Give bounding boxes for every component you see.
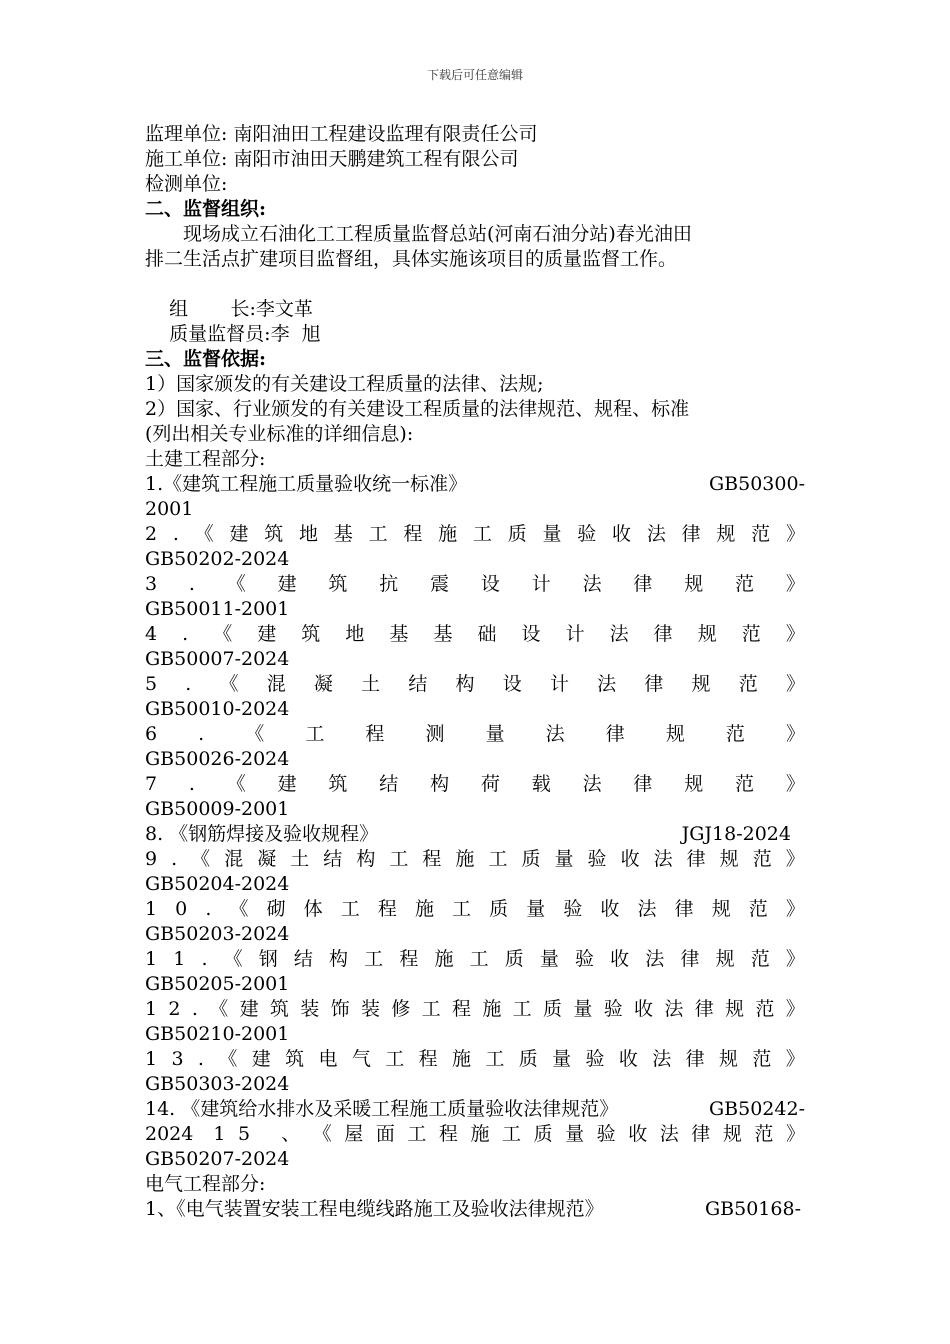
standard-row xyxy=(145,1122,805,1147)
section2-para-line2: 排二生活点扩建项目监督组，具体实施该项目的质量监督工作。 xyxy=(145,248,678,270)
inspector-label: 质量监督员: xyxy=(169,323,271,345)
standard-title: 9 . 《 混 凝 土 结 构 工 程 施 工 质 量 验 收 法 律 规 范 》 xyxy=(145,848,805,870)
standard-title: 1、《电气装置安装工程电缆线路施工及验收法律规范》 xyxy=(145,1198,604,1220)
standard-title: 14. 《建筑给水排水及采暖工程施工质量验收法律规范》 xyxy=(145,1098,619,1120)
construction-unit: 施工单位: 南阳市油田天鹏建筑工程有限公司 xyxy=(145,148,519,170)
leader-name: 李文革 xyxy=(255,298,313,320)
standard-code: GB50010-2024 xyxy=(145,698,290,720)
standard-row xyxy=(145,622,805,647)
civil-heading: 土建工程部分: xyxy=(145,448,266,470)
standard-row xyxy=(145,897,805,922)
standard-row xyxy=(145,472,805,497)
standard-row xyxy=(145,1047,805,1072)
standard-row xyxy=(145,572,805,597)
standard-row xyxy=(145,1197,805,1222)
standard-code: GB50203-2024 xyxy=(145,923,290,945)
standard-title: 2 . 《 建 筑 地 基 工 程 施 工 质 量 验 收 法 律 规 范 》 xyxy=(145,523,805,545)
header-note: 下载后可任意编辑 xyxy=(426,68,523,82)
leader-row xyxy=(145,272,805,320)
standard-title: 6 . 《 工 程 测 量 法 律 规 范 》 xyxy=(145,723,805,745)
standard-row xyxy=(145,947,805,972)
standard-row xyxy=(145,997,805,1022)
standard-code: GB50011-2001 xyxy=(145,598,290,620)
standard-code: GB50168- xyxy=(704,1198,801,1220)
standard-code: GB50205-2001 xyxy=(145,973,290,995)
standard-title: 3 . 《 建 筑 抗 震 设 计 法 律 规 范 》 xyxy=(145,573,805,595)
document-body xyxy=(145,122,805,1222)
standard-title: 1 3 . 《 建 筑 电 气 工 程 施 工 质 量 验 收 法 律 规 范 》 xyxy=(145,1048,805,1070)
electrical-heading: 电气工程部分: xyxy=(145,1173,266,1195)
standard-code: GB50303-2024 xyxy=(145,1073,290,1095)
standard-title: 8. 《钢筋焊接及验收规程》 xyxy=(145,823,379,845)
standard-code: GB50207-2024 xyxy=(145,1148,290,1170)
standard-code-continued: 2001 xyxy=(145,498,194,520)
supervision-unit: 监理单位: 南阳油田工程建设监理有限责任公司 xyxy=(145,123,538,145)
section2-heading: 二、监督组织: xyxy=(145,198,267,220)
standard-title: 5 . 《 混 凝 土 结 构 设 计 法 律 规 范 》 xyxy=(145,673,805,695)
standard-title: 1 0 . 《 砌 体 工 程 施 工 质 量 验 收 法 律 规 范 》 xyxy=(145,898,805,920)
standard-code: GB50009-2001 xyxy=(145,798,290,820)
standard-row xyxy=(145,722,805,747)
standard-row xyxy=(145,672,805,697)
standard-row xyxy=(145,847,805,872)
standard-code: GB50204-2024 xyxy=(145,873,290,895)
inspector-name: 李 旭 xyxy=(270,323,321,345)
leader-label: 组 长: xyxy=(169,298,256,320)
standard-code: GB50210-2001 xyxy=(145,1023,290,1045)
section2-para-line1: 现场成立石油化工工程质量监督总站(河南石油分站)春光油田 xyxy=(183,223,692,245)
basis-item2-line1: 2）国家、行业颁发的有关建设工程质量的法律规范、规程、标准 xyxy=(145,398,690,420)
standard-row xyxy=(145,1097,805,1122)
standard-title: 1 1 . 《 钢 结 构 工 程 施 工 质 量 验 收 法 律 规 范 》 xyxy=(145,948,805,970)
standard-row xyxy=(145,522,805,547)
standard-code: GB50026-2024 xyxy=(145,748,290,770)
standard-code: JGJ18-2024 xyxy=(681,823,791,845)
section3-heading: 三、监督依据: xyxy=(145,348,267,370)
basis-item2-line2: (列出相关专业标准的详细信息): xyxy=(145,423,414,445)
testing-unit: 检测单位: xyxy=(145,173,228,195)
standard-row xyxy=(145,822,805,847)
standard-title: 7 . 《 建 筑 结 构 荷 载 法 律 规 范 》 xyxy=(145,773,805,795)
standard-row xyxy=(145,772,805,797)
standard-code: GB50202-2024 xyxy=(145,548,290,570)
standard-code-continued: 2024 xyxy=(145,1123,194,1145)
standard-code: GB50242- xyxy=(708,1098,805,1120)
standard-title: 1 5 、 《 屋 面 工 程 施 工 质 量 验 收 法 律 规 范 》 xyxy=(213,1123,805,1145)
standard-code: GB50300- xyxy=(708,473,805,495)
standard-title: 1.《建筑工程施工质量验收统一标准》 xyxy=(145,473,468,495)
basis-item1: 1）国家颁发的有关建设工程质量的法律、法规; xyxy=(145,373,544,395)
standard-code: GB50007-2024 xyxy=(145,648,290,670)
standard-title: 4 . 《 建 筑 地 基 基 础 设 计 法 律 规 范 》 xyxy=(145,623,805,645)
standard-title: 1 2 . 《 建 筑 装 饰 装 修 工 程 施 工 质 量 验 收 法 律 规 范 》 xyxy=(145,998,805,1020)
